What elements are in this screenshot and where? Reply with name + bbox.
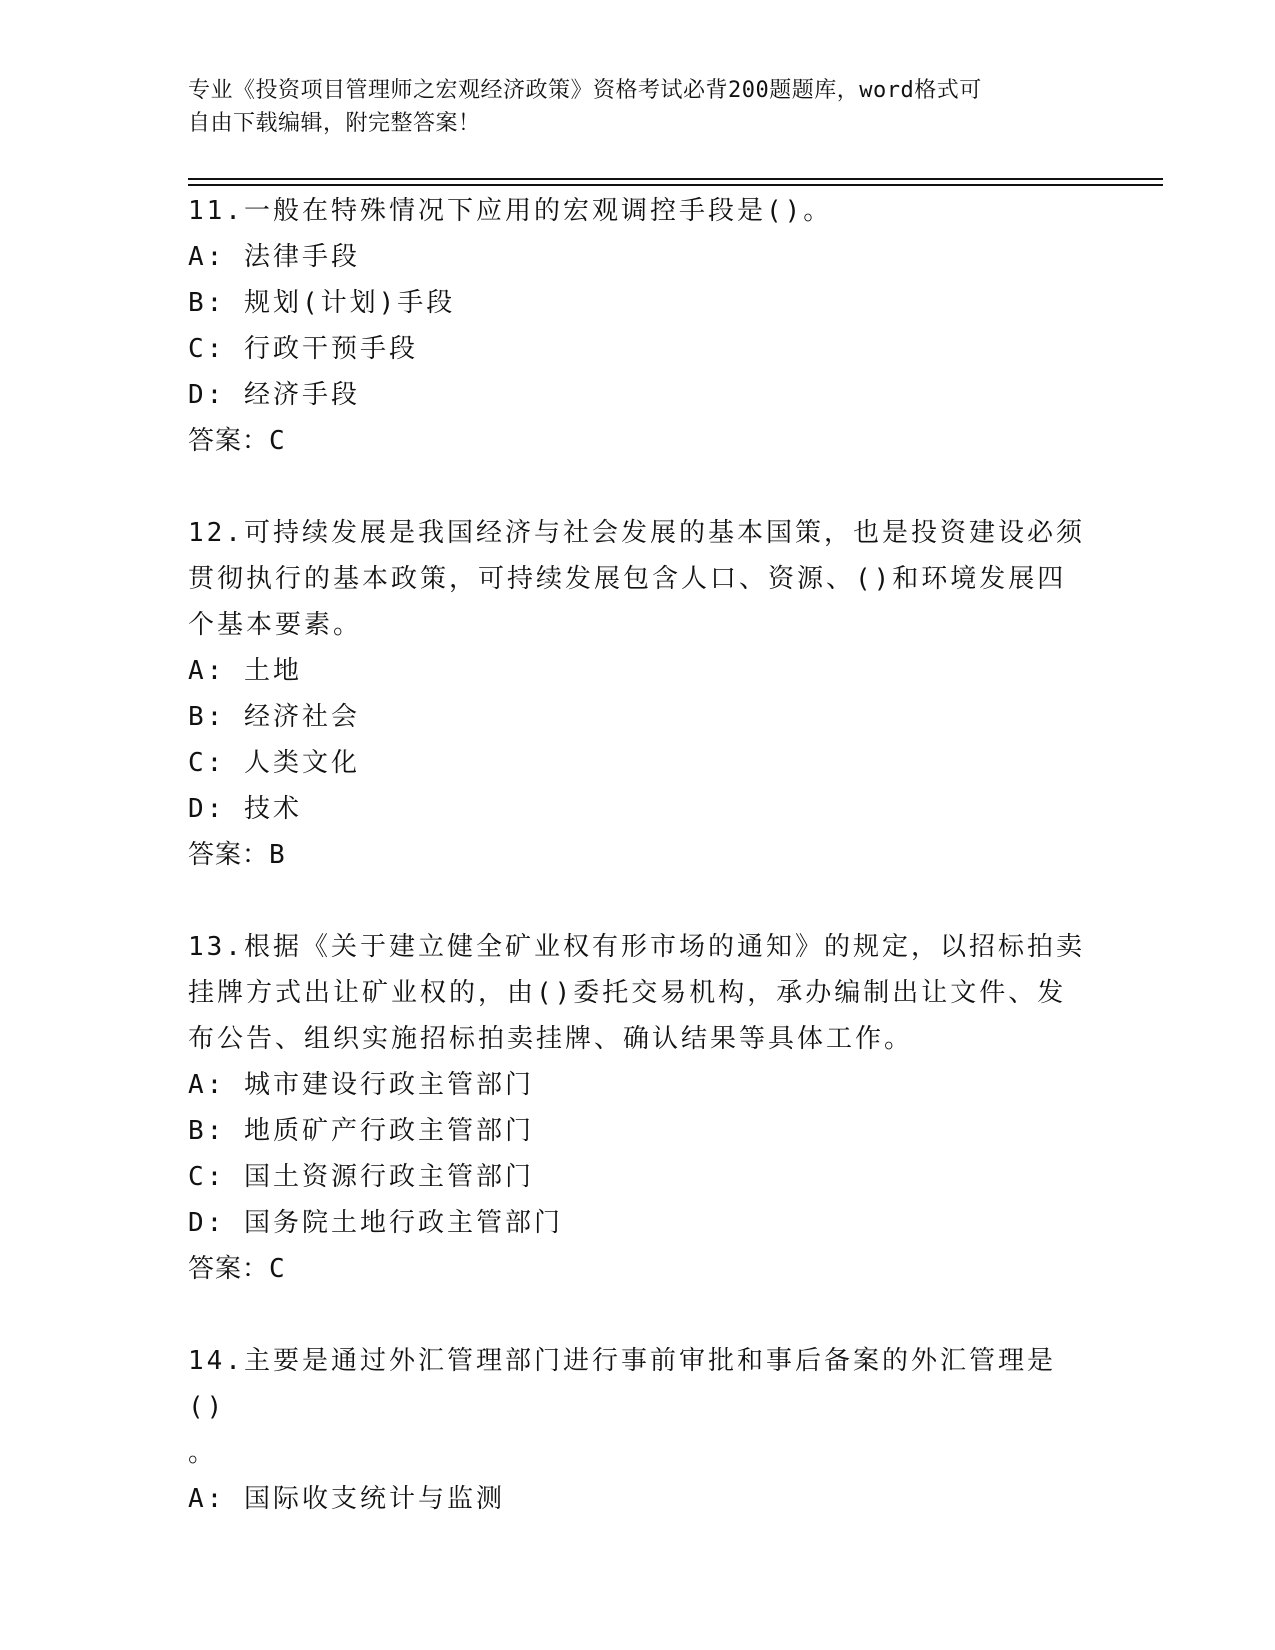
header-line-2: 自由下载编辑，附完整答案！ <box>188 111 481 136</box>
question-stem-line-1: 14.主要是通过外汇管理部门进行事前审批和事后备案的外汇管理是() <box>188 1346 1056 1422</box>
option-c: C: 国土资源行政主管部门 <box>188 1162 534 1192</box>
question-stem-line-3: 布公告、组织实施招标拍卖挂牌、确认结果等具体工作。 <box>188 1024 914 1054</box>
option-d: D: 经济手段 <box>188 380 360 410</box>
question-11 <box>188 188 1088 464</box>
option-c: C: 行政干预手段 <box>188 334 418 364</box>
option-d: D: 国务院土地行政主管部门 <box>188 1208 563 1238</box>
question-list <box>188 188 1088 1568</box>
question-stem: 11.一般在特殊情况下应用的宏观调控手段是()。 <box>188 196 833 226</box>
question-stem-line-3: 个基本要素。 <box>188 610 363 640</box>
option-d: D: 技术 <box>188 794 302 824</box>
option-a: A: 城市建设行政主管部门 <box>188 1070 534 1100</box>
option-a: A: 国际收支统计与监测 <box>188 1484 505 1514</box>
header-divider-bottom <box>188 184 1163 186</box>
question-stem-line-2: 。 <box>188 1438 218 1468</box>
option-b: B: 规划(计划)手段 <box>188 288 456 318</box>
question-stem-line-2: 挂牌方式出让矿业权的，由()委托交易机构，承办编制出让文件、发 <box>188 978 1067 1008</box>
document-header <box>188 74 1088 140</box>
option-a: A: 土地 <box>188 656 302 686</box>
header-divider-top <box>188 178 1163 180</box>
answer-line: 答案：B <box>188 840 286 870</box>
option-a: A: 法律手段 <box>188 242 360 272</box>
answer-line: 答案：C <box>188 426 286 456</box>
header-line-1: 专业《投资项目管理师之宏观经济政策》资格考试必背200题题库，word格式可 <box>188 78 982 103</box>
question-13 <box>188 924 1088 1292</box>
option-c: C: 人类文化 <box>188 748 360 778</box>
option-b: B: 经济社会 <box>188 702 360 732</box>
question-12 <box>188 510 1088 878</box>
question-stem-line-1: 13.根据《关于建立健全矿业权有形市场的通知》的规定，以招标拍卖 <box>188 932 1085 962</box>
question-stem-line-1: 12.可持续发展是我国经济与社会发展的基本国策，也是投资建设必须 <box>188 518 1085 548</box>
question-14 <box>188 1338 1088 1522</box>
option-b: B: 地质矿产行政主管部门 <box>188 1116 534 1146</box>
answer-line: 答案：C <box>188 1254 286 1284</box>
question-stem-line-2: 贯彻执行的基本政策，可持续发展包含人口、资源、()和环境发展四 <box>188 564 1067 594</box>
